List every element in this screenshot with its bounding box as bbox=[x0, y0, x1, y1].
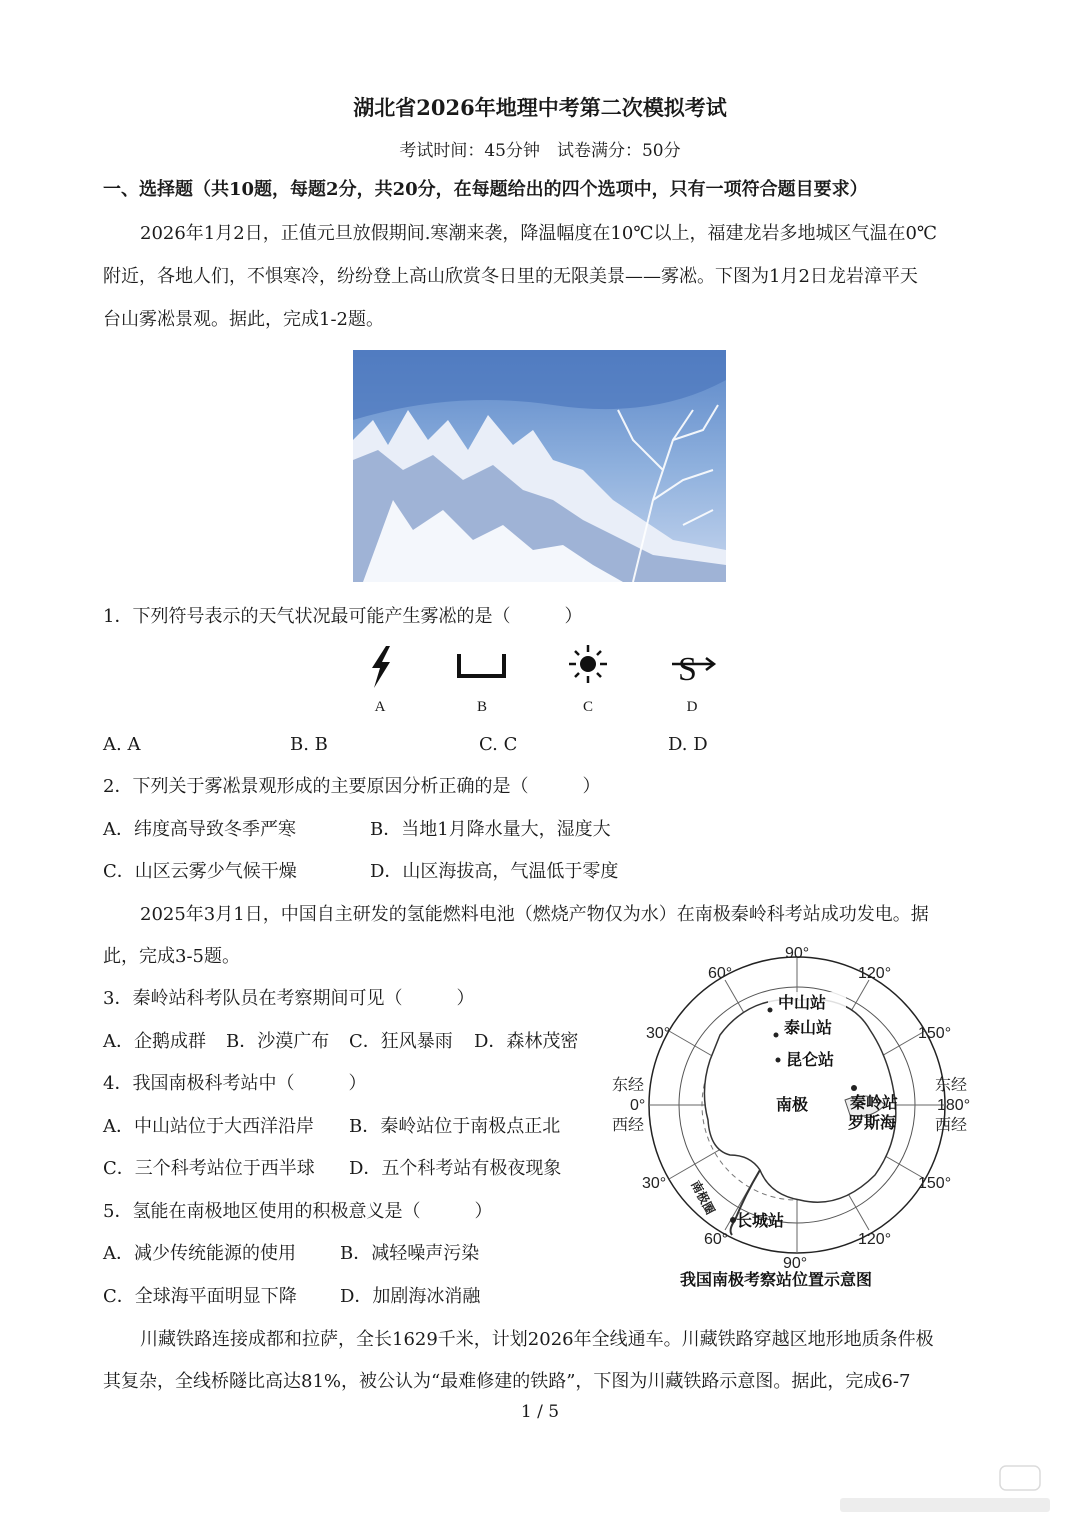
zero-meridian: 0° bbox=[630, 1097, 646, 1114]
east-label-left: 东经 bbox=[612, 1077, 645, 1094]
zhongshan-label: 中山站 bbox=[778, 995, 827, 1012]
passage-1-line-2: 附近，各地人们，不惧寒冷，纷纷登上高山欣赏冬日里的无限美景——雾凇。下图为1月2日龙岩漳平天 bbox=[103, 266, 918, 287]
q4-option-d: D．五个科考站有极夜现象 bbox=[349, 1158, 562, 1179]
q2-option-c: C．山区云雾少气候干燥 bbox=[103, 861, 297, 882]
q3-option-d: D．森林茂密 bbox=[474, 1031, 579, 1052]
ross-sea-label: 罗斯海 bbox=[848, 1115, 897, 1132]
bracket-icon bbox=[452, 642, 512, 692]
qinling-label: 秦岭站 bbox=[850, 1095, 899, 1112]
passage-3-line-1: 川藏铁路连接成都和拉萨，全长1629千米，计划2026年全线通车。川藏铁路穿越区地形地质条件极 bbox=[140, 1329, 934, 1350]
q5-option-a: A．减少传统能源的使用 bbox=[103, 1243, 296, 1264]
lon-30-bottom: 30° bbox=[642, 1175, 667, 1192]
lon-60-bottom: 60° bbox=[704, 1231, 729, 1248]
question-1-stem: 1．下列符号表示的天气状况最可能产生雾凇的是（ ） bbox=[103, 606, 583, 627]
lat-bottom-90: 90° bbox=[783, 1255, 808, 1272]
q3-option-a: A．企鹅成群 bbox=[103, 1031, 206, 1052]
page-number: 1 / 5 bbox=[520, 1402, 560, 1422]
symbol-label-c: C bbox=[582, 699, 593, 715]
q5-option-c: C．全球海平面明显下降 bbox=[103, 1286, 297, 1307]
symbol-label-b: B bbox=[476, 699, 487, 715]
rime-landscape-photo bbox=[353, 350, 726, 582]
page-title: 湖北省2026年地理中考第二次模拟考试 bbox=[353, 95, 727, 120]
passage-3-line-2: 其复杂，全线桥隧比高达81%，被公认为“最难修建的铁路”，下图为川藏铁路示意图。据此，完成6-7 bbox=[103, 1371, 911, 1392]
taishan-label: 泰山站 bbox=[784, 1020, 833, 1037]
q2-option-d: D．山区海拔高，气温低于零度 bbox=[370, 861, 619, 882]
lon-120-top: 120° bbox=[858, 965, 892, 982]
lat-top-90: 90° bbox=[785, 945, 810, 962]
meridian-180: 180° bbox=[937, 1097, 971, 1114]
lon-150-right: 150° bbox=[918, 1025, 952, 1042]
sandstorm-icon bbox=[662, 642, 722, 692]
station-taishan-dot bbox=[774, 1033, 779, 1038]
west-label-left: 西经 bbox=[612, 1117, 645, 1134]
changcheng-label: 长城站 bbox=[736, 1213, 785, 1230]
question-5-stem: 5．氢能在南极地区使用的积极意义是（ ） bbox=[103, 1201, 493, 1222]
q2-option-b: B．当地1月降水量大，湿度大 bbox=[370, 819, 611, 840]
question-2-stem: 2．下列关于雾凇景观形成的主要原因分析正确的是（ ） bbox=[103, 776, 601, 797]
west-label-right: 西经 bbox=[935, 1117, 968, 1134]
lon-150-bottom: 150° bbox=[918, 1175, 952, 1192]
q1-option-c: C. C bbox=[479, 734, 518, 755]
question-3-stem: 3．秦岭站科考队员在考察期间可见（ ） bbox=[103, 988, 475, 1009]
east-label-right: 东经 bbox=[935, 1077, 968, 1094]
south-pole-label: 南极 bbox=[776, 1097, 809, 1114]
lightning-icon bbox=[350, 642, 410, 692]
passage-1-line-1: 2026年1月2日，正值元旦放假期间.寒潮来袭，降温幅度在10℃以上，福建龙岩多地城区气温在0℃ bbox=[140, 223, 938, 244]
q1-option-d: D. D bbox=[668, 734, 708, 755]
antarctic-circle-label: 南极圈 bbox=[688, 1178, 718, 1217]
q3-option-b: B．沙漠广布 bbox=[226, 1031, 330, 1052]
kunlun-label: 昆仑站 bbox=[786, 1052, 835, 1069]
q1-option-b: B. B bbox=[290, 734, 328, 755]
station-qinling-dot bbox=[851, 1085, 857, 1091]
lon-60-top: 60° bbox=[708, 965, 733, 982]
passage-2-line-1: 2025年3月1日，中国自主研发的氢能燃料电池（燃烧产物仅为水）在南极秦岭科考站成功发电。据 bbox=[140, 904, 929, 925]
q4-option-c: C．三个科考站位于西半球 bbox=[103, 1158, 315, 1179]
q2-option-a: A．纬度高导致冬季严寒 bbox=[103, 819, 296, 840]
watermark-logo bbox=[840, 1462, 1060, 1522]
symbol-label-a: A bbox=[374, 699, 386, 715]
q5-option-b: B．减轻噪声污染 bbox=[340, 1243, 480, 1264]
sun-icon bbox=[558, 642, 618, 692]
q4-option-b: B．秦岭站位于南极点正北 bbox=[349, 1116, 561, 1137]
lon-30-left: 30° bbox=[646, 1025, 671, 1042]
q3-option-c: C．狂风暴雨 bbox=[349, 1031, 453, 1052]
station-kunlun-dot bbox=[776, 1058, 781, 1063]
lon-120-bottom: 120° bbox=[858, 1231, 892, 1248]
exam-info: 考试时间：45分钟 试卷满分：50分 bbox=[399, 141, 681, 161]
station-zhongshan-dot bbox=[768, 1008, 773, 1013]
passage-1-line-3: 台山雾凇景观。据此，完成1-2题。 bbox=[103, 309, 384, 330]
question-4-stem: 4．我国南极科考站中（ ） bbox=[103, 1073, 367, 1094]
antarctic-station-map bbox=[600, 940, 980, 1300]
map-caption: 我国南极考察站位置示意图 bbox=[680, 1272, 873, 1289]
symbol-label-d: D bbox=[686, 699, 698, 715]
passage-2-line-2: 此，完成3-5题。 bbox=[103, 946, 240, 967]
q4-option-a: A．中山站位于大西洋沿岸 bbox=[103, 1116, 314, 1137]
svg-text:S: S bbox=[678, 651, 697, 688]
q1-option-a: A. A bbox=[103, 734, 141, 755]
q5-option-d: D．加剧海冰消融 bbox=[340, 1286, 481, 1307]
section-heading: 一、选择题（共10题，每题2分，共20分，在每题给出的四个选项中，只有一项符合题目要求） bbox=[103, 179, 868, 200]
